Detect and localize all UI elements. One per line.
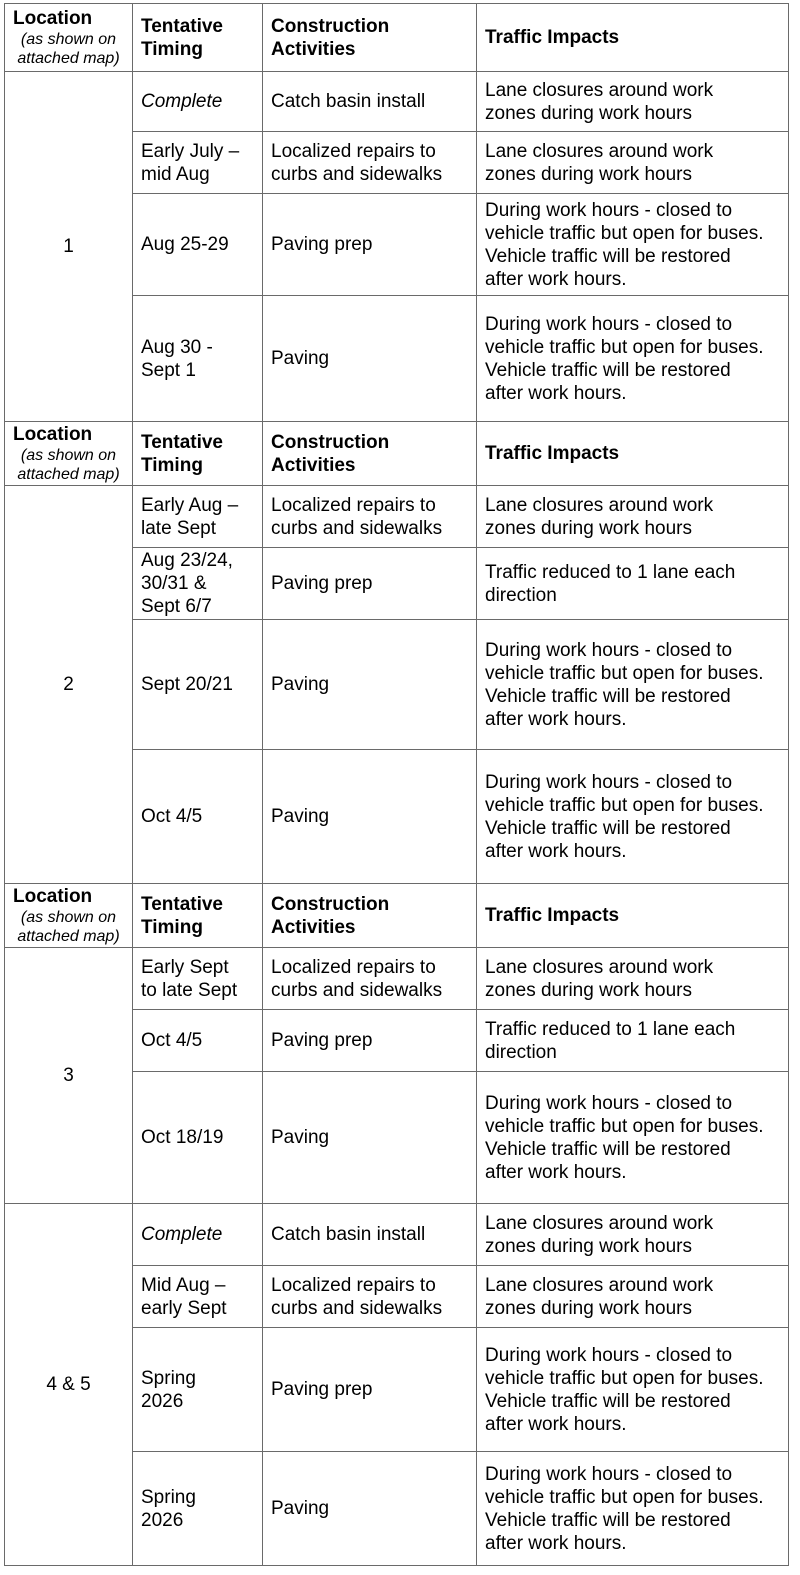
activity-cell	[263, 486, 477, 548]
timing-line: Complete	[141, 1224, 223, 1245]
impacts-header-label: Traffic Impacts	[485, 905, 620, 926]
activities-header-line: Activities	[271, 38, 356, 60]
location-header-title: Location	[13, 424, 93, 445]
impact-line: zones during work hours	[485, 163, 692, 185]
activity-cell	[263, 132, 477, 194]
location-header-note: attached map)	[17, 928, 120, 945]
activity-cell	[263, 1072, 477, 1204]
timing-cell	[133, 1010, 263, 1072]
impacts-header-label: Traffic Impacts	[485, 443, 620, 464]
activity-cell	[263, 72, 477, 132]
impact-line: zones during work hours	[485, 102, 692, 124]
activity-line: Localized repairs to	[271, 956, 436, 978]
timing-line: Oct 4/5	[141, 1030, 203, 1051]
activity-cell	[263, 1204, 477, 1266]
activity-line: Paving	[271, 348, 330, 369]
timing-line: Spring	[141, 1486, 196, 1508]
location-header-title: Location	[13, 8, 93, 29]
impact-line: During work hours - closed to	[485, 771, 733, 793]
impact-line: During work hours - closed to	[485, 1344, 733, 1366]
impact-cell	[477, 1204, 789, 1266]
activity-cell	[263, 1010, 477, 1072]
activity-line: curbs and sidewalks	[271, 979, 443, 1001]
impact-line: zones during work hours	[485, 1297, 692, 1319]
location-header	[5, 884, 133, 948]
impact-line: vehicle traffic but open for buses.	[485, 662, 764, 684]
timing-line: Early July –	[141, 140, 240, 162]
impact-line: During work hours - closed to	[485, 1092, 733, 1114]
activity-line: Paving	[271, 1127, 330, 1148]
timing-header-line: Tentative	[141, 893, 224, 915]
timing-line: Early Sept	[141, 956, 229, 978]
activity-line: Paving prep	[271, 1030, 373, 1051]
location-header-note: (as shown on	[20, 31, 117, 48]
impact-line: vehicle traffic but open for buses.	[485, 1486, 764, 1508]
activity-cell	[263, 1452, 477, 1566]
timing-line: 2026	[141, 1390, 184, 1412]
timing-cell	[133, 132, 263, 194]
timing-line: Aug 25-29	[141, 234, 229, 255]
impacts-header-label: Traffic Impacts	[485, 27, 620, 48]
activities-header-line: Activities	[271, 916, 356, 938]
activity-line: Localized repairs to	[271, 140, 436, 162]
activity-cell	[263, 1266, 477, 1328]
impact-line: after work hours.	[485, 1161, 627, 1183]
impact-cell	[477, 72, 789, 132]
impact-cell	[477, 132, 789, 194]
timing-line: 2026	[141, 1509, 184, 1531]
impact-line: During work hours - closed to	[485, 199, 733, 221]
impact-line: vehicle traffic but open for buses.	[485, 222, 764, 244]
timing-cell	[133, 1204, 263, 1266]
impact-line: Lane closures around work	[485, 956, 714, 978]
impact-line: direction	[485, 1041, 557, 1063]
impact-cell	[477, 296, 789, 422]
impact-line: vehicle traffic but open for buses.	[485, 1367, 764, 1389]
header-row	[5, 4, 789, 72]
impact-line: after work hours.	[485, 708, 627, 730]
activity-line: curbs and sidewalks	[271, 163, 443, 185]
activity-cell	[263, 296, 477, 422]
activities-header	[263, 422, 477, 486]
impact-line: Vehicle traffic will be restored	[485, 685, 731, 707]
impact-line: Vehicle traffic will be restored	[485, 245, 731, 267]
impact-cell	[477, 1328, 789, 1452]
table-row	[5, 486, 789, 548]
activities-header-line: Construction	[271, 893, 390, 915]
activities-header-line: Activities	[271, 454, 356, 476]
location-header-title: Location	[13, 886, 93, 907]
activity-line: Catch basin install	[271, 1224, 426, 1245]
impact-line: Traffic reduced to 1 lane each	[485, 561, 736, 583]
timing-header-line: Tentative	[141, 15, 224, 37]
location-header-note: attached map)	[17, 466, 120, 483]
timing-line: Oct 4/5	[141, 806, 203, 827]
timing-cell	[133, 194, 263, 296]
impacts-header	[477, 4, 789, 72]
impact-line: Lane closures around work	[485, 1212, 714, 1234]
impact-line: after work hours.	[485, 268, 627, 290]
impact-cell	[477, 1266, 789, 1328]
timing-cell	[133, 750, 263, 884]
impact-cell	[477, 1072, 789, 1204]
timing-header-line: Tentative	[141, 431, 224, 453]
impact-cell	[477, 948, 789, 1010]
timing-line: Spring	[141, 1367, 196, 1389]
timing-header-line: Timing	[141, 38, 203, 60]
activity-line: Localized repairs to	[271, 1274, 436, 1296]
impact-line: vehicle traffic but open for buses.	[485, 336, 764, 358]
activity-cell	[263, 1328, 477, 1452]
impact-line: after work hours.	[485, 840, 627, 862]
impact-line: after work hours.	[485, 1413, 627, 1435]
timing-line: Aug 30 -	[141, 336, 213, 358]
construction-schedule-table	[4, 3, 789, 1566]
timing-line: Complete	[141, 91, 223, 112]
header-row	[5, 884, 789, 948]
activity-line: Paving	[271, 806, 330, 827]
timing-line: Oct 18/19	[141, 1127, 224, 1148]
activity-cell	[263, 750, 477, 884]
impact-line: Traffic reduced to 1 lane each	[485, 1018, 736, 1040]
location-number: 2	[5, 486, 133, 884]
timing-header	[133, 422, 263, 486]
impact-line: During work hours - closed to	[485, 313, 733, 335]
impact-line: vehicle traffic but open for buses.	[485, 794, 764, 816]
impact-cell	[477, 1452, 789, 1566]
activity-cell	[263, 194, 477, 296]
activity-line: Paving prep	[271, 573, 373, 594]
timing-header-line: Timing	[141, 454, 203, 476]
impact-line: vehicle traffic but open for buses.	[485, 1115, 764, 1137]
timing-line: mid Aug	[141, 163, 210, 185]
timing-line: to late Sept	[141, 979, 238, 1001]
activities-header-line: Construction	[271, 431, 390, 453]
table-row	[5, 948, 789, 1010]
activities-header	[263, 4, 477, 72]
timing-line: late Sept	[141, 517, 216, 539]
impact-line: Lane closures around work	[485, 494, 714, 516]
activity-cell	[263, 548, 477, 620]
timing-line: Sept 1	[141, 359, 196, 381]
activity-line: Catch basin install	[271, 91, 426, 112]
timing-line: Sept 6/7	[141, 596, 212, 617]
impact-line: Vehicle traffic will be restored	[485, 1138, 731, 1160]
activity-line: Paving prep	[271, 1379, 373, 1400]
impact-cell	[477, 194, 789, 296]
timing-line: Early Aug –	[141, 494, 239, 516]
impact-cell	[477, 1010, 789, 1072]
activity-line: curbs and sidewalks	[271, 517, 443, 539]
impact-line: after work hours.	[485, 382, 627, 404]
impact-cell	[477, 486, 789, 548]
impact-line: Vehicle traffic will be restored	[485, 817, 731, 839]
location-header-note: (as shown on	[20, 909, 117, 926]
timing-cell	[133, 948, 263, 1010]
activity-line: curbs and sidewalks	[271, 1297, 443, 1319]
location-number: 1	[5, 72, 133, 422]
timing-line: 30/31 &	[141, 573, 207, 594]
activities-header-line: Construction	[271, 15, 390, 37]
impact-line: Lane closures around work	[485, 79, 714, 101]
timing-line: Mid Aug –	[141, 1274, 226, 1296]
location-header-note: attached map)	[17, 50, 120, 67]
impacts-header	[477, 422, 789, 486]
timing-cell	[133, 1266, 263, 1328]
impact-cell	[477, 620, 789, 750]
timing-header	[133, 4, 263, 72]
impact-line: Vehicle traffic will be restored	[485, 1390, 731, 1412]
timing-cell	[133, 620, 263, 750]
activities-header	[263, 884, 477, 948]
location-number: 4 & 5	[5, 1204, 133, 1566]
location-number: 3	[5, 948, 133, 1204]
table-row	[5, 1204, 789, 1266]
timing-cell	[133, 296, 263, 422]
impact-line: Vehicle traffic will be restored	[485, 1509, 731, 1531]
timing-cell	[133, 72, 263, 132]
activity-line: Paving	[271, 674, 330, 695]
timing-line: Aug 23/24,	[141, 550, 233, 571]
activity-line: Paving prep	[271, 234, 373, 255]
table-row	[5, 72, 789, 132]
impact-line: During work hours - closed to	[485, 1463, 733, 1485]
timing-cell	[133, 1328, 263, 1452]
timing-cell	[133, 1452, 263, 1566]
impact-line: zones during work hours	[485, 979, 692, 1001]
activity-cell	[263, 948, 477, 1010]
impact-line: zones during work hours	[485, 1235, 692, 1257]
timing-header-line: Timing	[141, 916, 203, 938]
location-header	[5, 4, 133, 72]
timing-header	[133, 884, 263, 948]
impact-line: Lane closures around work	[485, 140, 714, 162]
activity-cell	[263, 620, 477, 750]
impact-cell	[477, 750, 789, 884]
impact-line: Vehicle traffic will be restored	[485, 359, 731, 381]
impacts-header	[477, 884, 789, 948]
impact-line: direction	[485, 584, 557, 606]
activity-line: Localized repairs to	[271, 494, 436, 516]
timing-cell	[133, 1072, 263, 1204]
impact-cell	[477, 548, 789, 620]
impact-line: zones during work hours	[485, 517, 692, 539]
impact-line: Lane closures around work	[485, 1274, 714, 1296]
impact-line: after work hours.	[485, 1532, 627, 1554]
location-header	[5, 422, 133, 486]
activity-line: Paving	[271, 1498, 330, 1519]
timing-line: Sept 20/21	[141, 674, 233, 695]
timing-line: early Sept	[141, 1297, 227, 1319]
timing-cell	[133, 548, 263, 620]
impact-line: During work hours - closed to	[485, 639, 733, 661]
location-header-note: (as shown on	[20, 447, 117, 464]
header-row	[5, 422, 789, 486]
timing-cell	[133, 486, 263, 548]
